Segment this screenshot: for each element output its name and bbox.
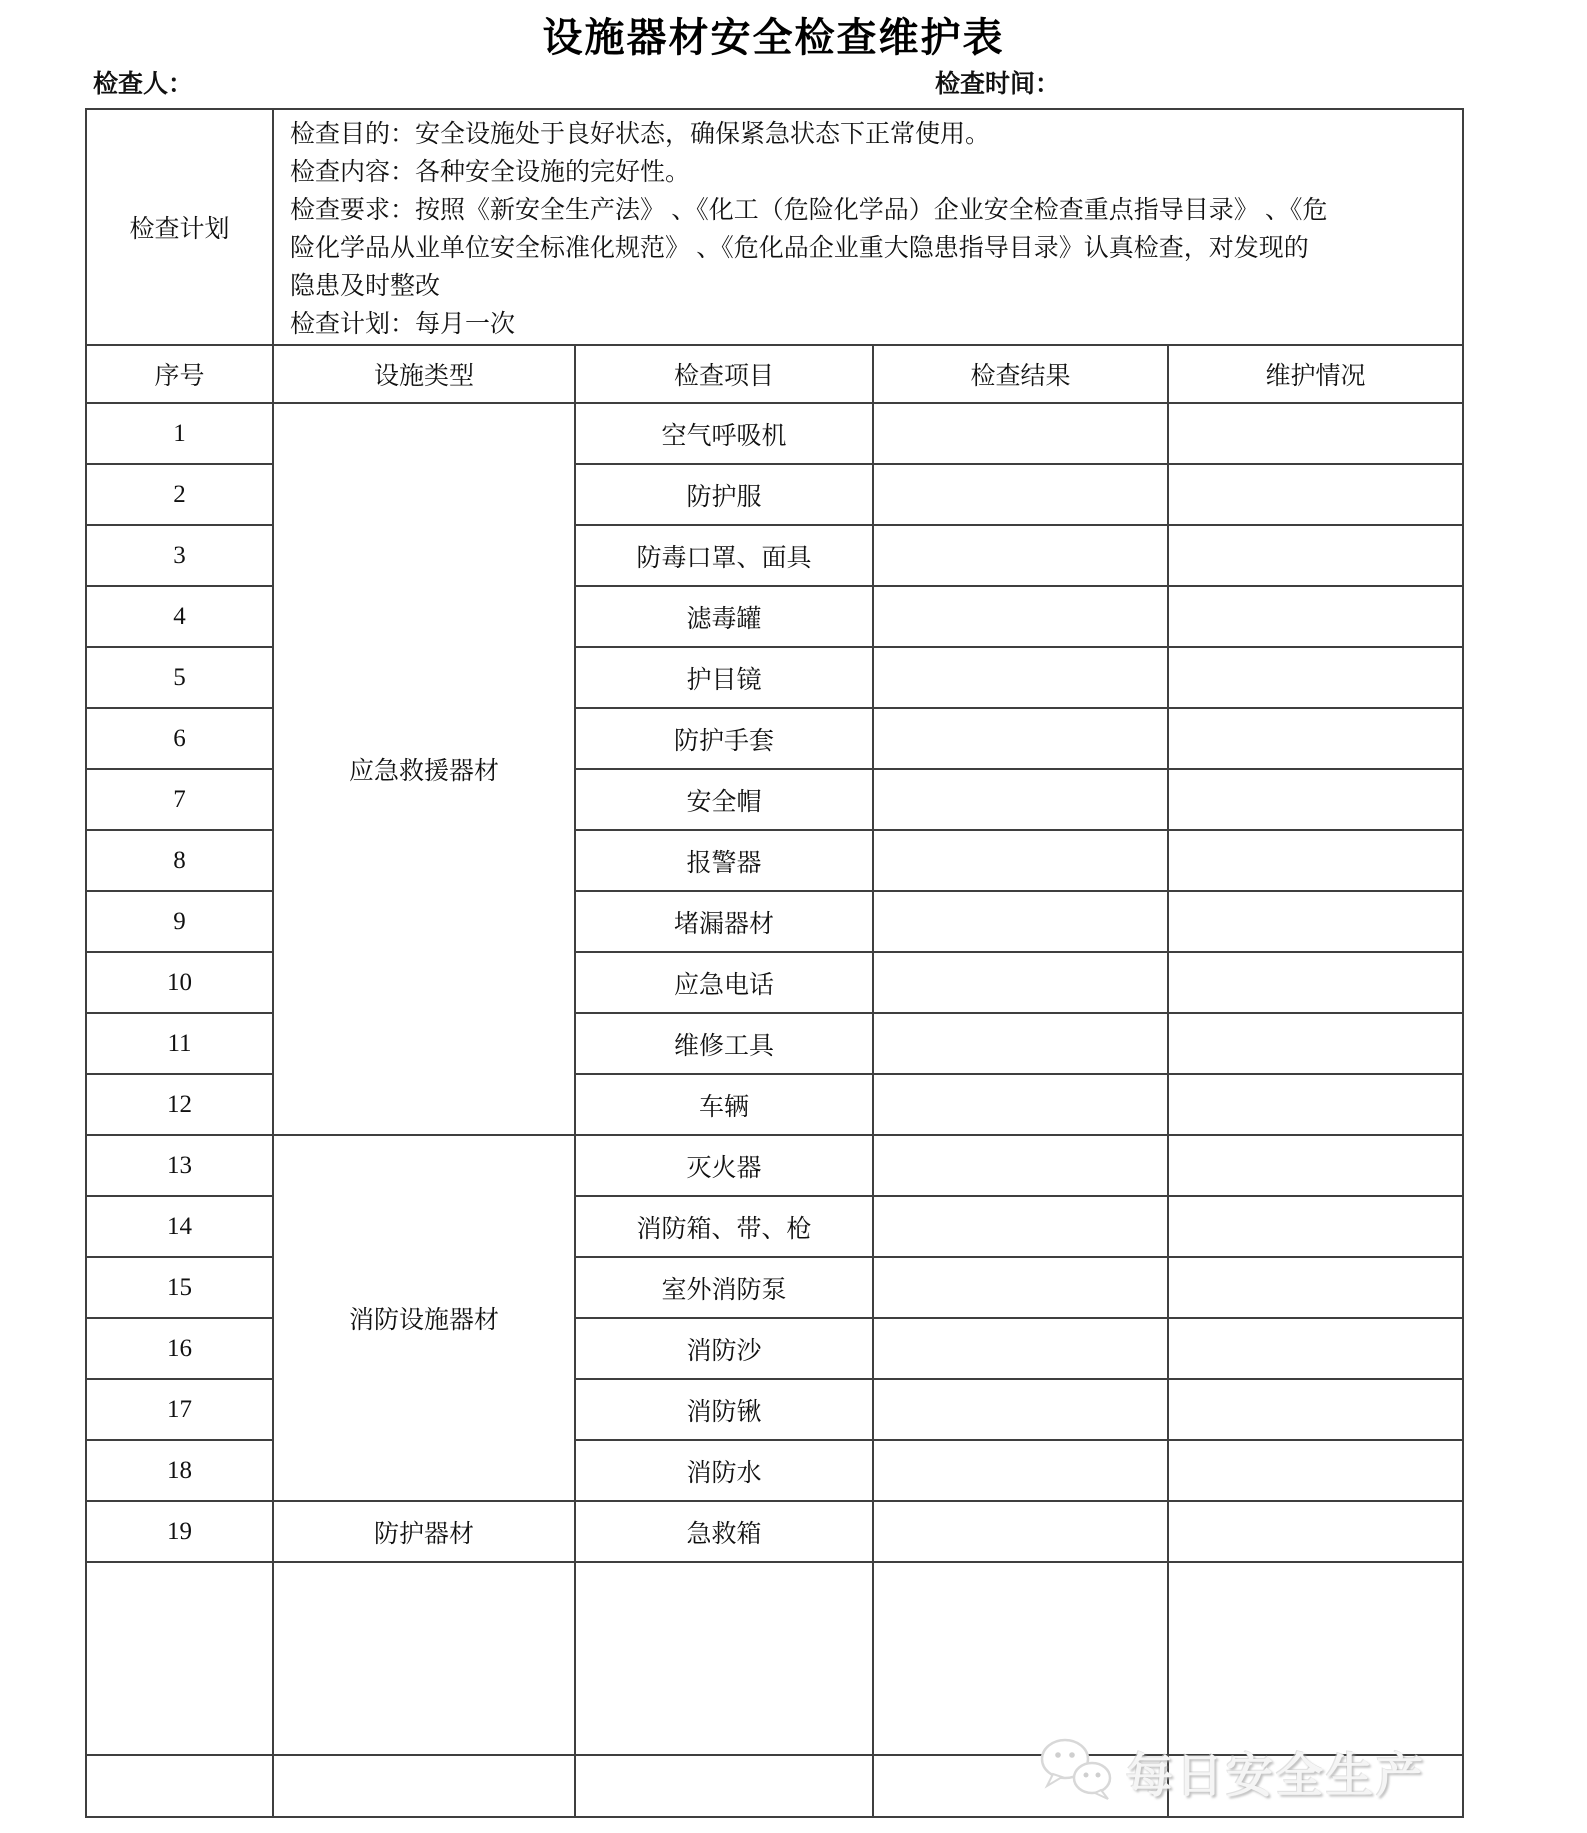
item-cell: 防护服 <box>575 464 873 525</box>
meta-row <box>85 64 1462 96</box>
category-cell-emergency-rescue: 应急救援器材 <box>273 403 575 1135</box>
result-cell <box>873 769 1168 830</box>
item-cell: 报警器 <box>575 830 873 891</box>
maintenance-cell <box>1168 1196 1463 1257</box>
maintenance-cell <box>1168 1318 1463 1379</box>
result-cell <box>873 708 1168 769</box>
maintenance-cell <box>1168 1440 1463 1501</box>
maintenance-cell <box>1168 1501 1463 1562</box>
item-cell: 消防沙 <box>575 1318 873 1379</box>
maintenance-cell <box>1168 1074 1463 1135</box>
maintenance-cell <box>1168 891 1463 952</box>
table-row <box>86 1135 1463 1196</box>
empty-cell <box>273 1755 575 1817</box>
empty-cell <box>273 1562 575 1755</box>
item-cell: 防护手套 <box>575 708 873 769</box>
maintenance-cell <box>1168 769 1463 830</box>
maintenance-cell <box>1168 403 1463 464</box>
row-number-cell: 13 <box>86 1135 273 1196</box>
maintenance-cell <box>1168 1013 1463 1074</box>
result-cell <box>873 952 1168 1013</box>
result-cell <box>873 1135 1168 1196</box>
maintenance-cell <box>1168 464 1463 525</box>
row-number-cell: 16 <box>86 1318 273 1379</box>
result-cell <box>873 1379 1168 1440</box>
table-row <box>86 1501 1463 1562</box>
row-number-cell: 6 <box>86 708 273 769</box>
item-cell: 急救箱 <box>575 1501 873 1562</box>
row-number-cell: 2 <box>86 464 273 525</box>
header-cell-inspect-result: 检查结果 <box>873 345 1168 403</box>
result-cell <box>873 647 1168 708</box>
row-number-cell: 3 <box>86 525 273 586</box>
result-cell <box>873 1074 1168 1135</box>
item-cell: 灭火器 <box>575 1135 873 1196</box>
maintenance-cell <box>1168 647 1463 708</box>
category-cell-fire-fighting: 消防设施器材 <box>273 1135 575 1501</box>
empty-cell <box>86 1562 273 1755</box>
row-number-cell: 10 <box>86 952 273 1013</box>
row-number-cell: 4 <box>86 586 273 647</box>
item-cell: 滤毒罐 <box>575 586 873 647</box>
item-cell: 堵漏器材 <box>575 891 873 952</box>
maintenance-cell <box>1168 586 1463 647</box>
row-number-cell: 12 <box>86 1074 273 1135</box>
row-number-cell: 17 <box>86 1379 273 1440</box>
maintenance-cell <box>1168 1257 1463 1318</box>
result-cell <box>873 1501 1168 1562</box>
row-number-cell: 7 <box>86 769 273 830</box>
table-header-row <box>86 345 1463 403</box>
maintenance-cell <box>1168 1135 1463 1196</box>
plan-row <box>86 109 1463 345</box>
plan-line-requirement-3: 隐患及时整改 <box>290 273 441 300</box>
result-cell <box>873 1013 1168 1074</box>
plan-line-purpose: 检查目的：安全设施处于良好状态，确保紧急状态下正常使用。 <box>290 121 991 148</box>
maintenance-cell <box>1168 952 1463 1013</box>
item-cell: 护目镜 <box>575 647 873 708</box>
row-number-cell: 19 <box>86 1501 273 1562</box>
item-cell: 安全帽 <box>575 769 873 830</box>
item-cell: 空气呼吸机 <box>575 403 873 464</box>
time-label: 检查时间： <box>935 71 1061 98</box>
empty-cell <box>575 1562 873 1755</box>
header-cell-no: 序号 <box>86 345 273 403</box>
item-cell: 消防箱、带、枪 <box>575 1196 873 1257</box>
item-cell: 应急电话 <box>575 952 873 1013</box>
item-cell: 防毒口罩、面具 <box>575 525 873 586</box>
inspection-table <box>85 108 1464 1818</box>
item-cell: 车辆 <box>575 1074 873 1135</box>
empty-cell <box>1168 1562 1463 1755</box>
plan-line-requirement-1: 检查要求：按照《新安全生产法》 、《化工（危险化学品）企业安全检查重点指导目录》 、《危 <box>290 197 1328 224</box>
result-cell <box>873 403 1168 464</box>
result-cell <box>873 525 1168 586</box>
watermark-text: 每日安全生产 <box>1126 1748 1426 1802</box>
row-number-cell: 1 <box>86 403 273 464</box>
empty-cell <box>873 1562 1168 1755</box>
maintenance-cell <box>1168 830 1463 891</box>
result-cell <box>873 1196 1168 1257</box>
result-cell <box>873 464 1168 525</box>
item-cell: 室外消防泵 <box>575 1257 873 1318</box>
maintenance-cell <box>1168 525 1463 586</box>
row-number-cell: 9 <box>86 891 273 952</box>
inspector-label: 检查人： <box>93 71 194 98</box>
plan-line-content: 检查内容：各种安全设施的完好性。 <box>290 159 691 186</box>
row-number-cell: 14 <box>86 1196 273 1257</box>
plan-line-schedule: 检查计划：每月一次 <box>290 311 516 338</box>
result-cell <box>873 1257 1168 1318</box>
row-number-cell: 11 <box>86 1013 273 1074</box>
table-row <box>86 403 1463 464</box>
header-cell-facility-type: 设施类型 <box>273 345 575 403</box>
result-cell <box>873 1440 1168 1501</box>
header-cell-inspect-item: 检查项目 <box>575 345 873 403</box>
watermark <box>1038 1736 1426 1808</box>
empty-row <box>86 1562 1463 1755</box>
row-number-cell: 8 <box>86 830 273 891</box>
plan-content-cell <box>273 109 1463 345</box>
plan-line-requirement-2: 险化学品从业单位安全标准化规范》 、《危化品企业重大隐患指导目录》认真检查，对发现的 <box>290 235 1309 262</box>
row-number-cell: 5 <box>86 647 273 708</box>
plan-label-cell: 检查计划 <box>86 109 273 345</box>
row-number-cell: 15 <box>86 1257 273 1318</box>
header-cell-maintenance: 维护情况 <box>1168 345 1463 403</box>
result-cell <box>873 586 1168 647</box>
empty-cell <box>86 1755 273 1817</box>
empty-cell <box>575 1755 873 1817</box>
item-cell: 消防锹 <box>575 1379 873 1440</box>
row-number-cell: 18 <box>86 1440 273 1501</box>
page-title: 设施器材安全检查维护表 <box>542 16 1005 60</box>
result-cell <box>873 891 1168 952</box>
result-cell <box>873 830 1168 891</box>
maintenance-cell <box>1168 1379 1463 1440</box>
result-cell <box>873 1318 1168 1379</box>
wechat-icon <box>1038 1736 1118 1809</box>
category-cell-protective: 防护器材 <box>273 1501 575 1562</box>
item-cell: 消防水 <box>575 1440 873 1501</box>
maintenance-cell <box>1168 708 1463 769</box>
item-cell: 维修工具 <box>575 1013 873 1074</box>
